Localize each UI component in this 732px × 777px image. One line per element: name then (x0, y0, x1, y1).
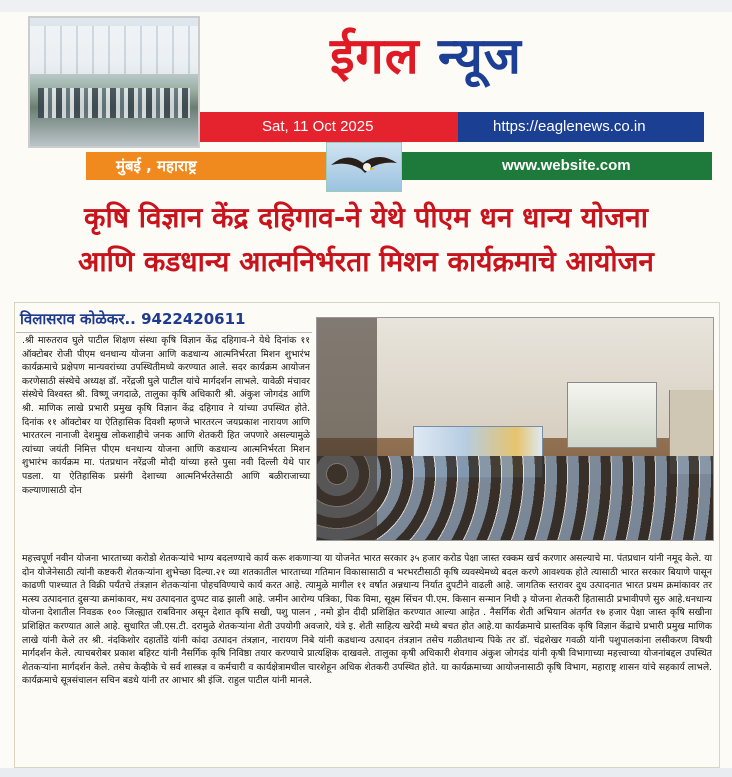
masthead-part-1: ईगल (330, 27, 420, 85)
headline-line-1: कृषि विज्ञान केंद्र दहिगाव-ने येथे पीएम धन धान्य योजना (84, 201, 648, 234)
eagle-icon (326, 142, 402, 192)
event-photo (316, 317, 714, 541)
article-left-column: .श्री मारुतराव घुले पाटील शिक्षण संस्था कृषि विज्ञान केंद्र दहिगाव-ने येथे दिनांक ११ ऑक्टोबर रोजी पीएम धनधान्य योजना आणि कडधान्य आत्मनिर्भरता मिशन शुभारंभ कार्यक्रमाचे प्रक्षेपण मान्यवरांच्या उपस्थितीमध्ये करण्यात आले. सदर कार्यक्रम आयोजन करणेसाठी संस्थेचे अध्यक्ष डॉ. नरेंद्रजी घुले पाटील यांचे मार्गदर्शन लाभले. यावेळी मंचावर संस्थेचे विश्वस्त श्री. विष्णू जगदाळे, तालुका कृषि अधिकारी श्री. अंकुश जोगदंड आणि श्री. माणिक लाखे प्रभारी प्रमुख कृषि विज्ञान केंद्र दहिगाव ने यांच्या उपस्थित होते. दिनांक ११ ऑक्टोबर या ऐतिहासिक दिवशी म्हणजे भारतरत्न जयप्रकाश नारायण आणि भारतरत्न नानाजी देशमुख लोकशाहीचे जनक आणि शेतकरी हित जपणारे असल्यामुळे त्यांच्या जयंती निमित्त पीएम धनधान्य योजना आणि कडधान्य आत्मनिर्भरता मिशन शुभारंभ कार्यक्रम मा. पंतप्रधान नरेंद्रजी मोदी यांच्या हस्ते पुसा नवी दिल्ली येथे पार पडला. या ऐतिहासिक प्रसंगी देशाच्या आत्मनिर्भरतेसाठी आणि बळीराजाच्या कल्याणासाठी दोन (22, 335, 310, 496)
headline-line-2: आणि कडधान्य आत्मनिर्भरता मिशन कार्यक्रमाचे आयोजन (78, 245, 654, 278)
byline: विलासराव कोळेकर.. 9422420611 (20, 310, 246, 328)
header-photo (28, 16, 200, 148)
bottom-band (0, 768, 732, 777)
top-band (0, 0, 732, 12)
article-full-width: महत्त्वपूर्ण नवीन योजना भारताच्या करोडो शेतकऱ्यांचे भाग्य बदलण्याचे कार्य करू शकणाऱ्या या योजनेत भारत सरकार ३५ हजार करोड पेक्षा जास्त रक्कम खर्च करणार असल्याचे मा. पंतप्रधान यांनी नमूद केले. या दोन योजेनेसाठी त्यांनी कष्टकरी शेतकऱ्यांना शुभेच्छा दिल्या.२१ व्या शतकातील भारताच्या गतिमान विकासासाठी व भरभरटीसाठी कृषि व्यवस्थेमध्ये बदल करणे आवश्यक होते त्यासाठी भारत सरकार बियाणे पासून काढणी पाश्च्यात ते विक्री पर्यंतचे तंत्रज्ञान शेतकऱ्यांना पोहचविण्याचे कार्य करत आहे. त्यामुळे मागील ११ वर्षात अन्नधान्य निर्यात दुपटीने वाढली आहे. जागतिक स्तरावर दुध उत्पादनात भारत प्रथम क्रमांकावर तर मत्स्य उत्पादनात दुसऱ्या क्रमांकावर, मध उत्पादनात दुप्पट वाढ झाली आहे. जमीन आरोग्य पत्रिका, पिक विमा, सूक्ष्म सिंचन पी.एम. किसान सन्मान निधी ३ योजना शेतकरी हितासाठी प्रभावीपणे सुरु आहे.धनधान्य योजना देशातील निवडक १०० जिल्ह्यात राबविनार असून देशात कृषि सखी, पशु पालन , नमो ड्रोन दीदी प्रशिक्षित करण्यात आल्या आहेत . नैसर्गिक शेती अभियान अंतर्गत १७ हजार पेक्षा जास्त कृषि सखीना प्रशिक्षित करण्यात आले आहे. सुधारित जी.एस.टी. दरामुळे शेतकऱ्यांना शेती उपयोगी अवजारे, यंत्रे इ. शेती साहित्य खरेदी मध्ये बचत होत आहे.या कार्यक्रमाचे प्रास्तविक कृषि विज्ञान केंद्राचे प्रभारी प्रमुख माणिक लाखे यांनी केले तर श्री. नंदकिशोर दहातोंडे यांनी कांदा उत्पादन तंत्रज्ञान, नारायण निबे यांनी कडधान्य उत्पादन तंत्रज्ञान तसेच गळीतधान्य पिके तर डॉ. चंद्रशेखर गवळी यांनी पशुपालकांना लसीकरण विषयी मार्गदर्शन केले. त्याचबरोबर प्रकाश बहिरट यांनी नैसर्गिक कृषि निविष्ठा तयार करण्याचे प्रात्यक्षिक दाखवले. तालुका कृषी अधिकारी शेवगाव अंकुश जोगदंड यांनी कृषी विभागाच्या महत्त्वाच्या योजनांबद्दल उपस्थित शेतकऱ्यांना मार्गदर्शन केले. तसेच केव्हीके चे सर्व शास्त्रज्ञ व कर्मचारी व कार्यक्षेत्रामधील चारशेहून अधिक शेतकरी उपस्थित होते. या कार्यक्रमाच्या आयोजनासाठी कृषि विभाग, महाराष्ट्र शासन यांचे सहकार्य लाभले. कार्यक्रमाचे सूत्रसंचालन सचिन बडधे यांनी तर आभार श्री इंजि. राहुल पाटील यांनी मानले. (22, 553, 712, 687)
site-url[interactable]: https://eaglenews.co.in (493, 118, 646, 135)
masthead (330, 26, 522, 86)
website-label[interactable]: www.website.com (502, 157, 631, 174)
masthead-part-2: न्यूज (438, 27, 522, 85)
issue-date: Sat, 11 Oct 2025 (262, 118, 374, 135)
city-label: मुंबई , महाराष्ट्र (116, 157, 197, 175)
headline (12, 196, 720, 284)
